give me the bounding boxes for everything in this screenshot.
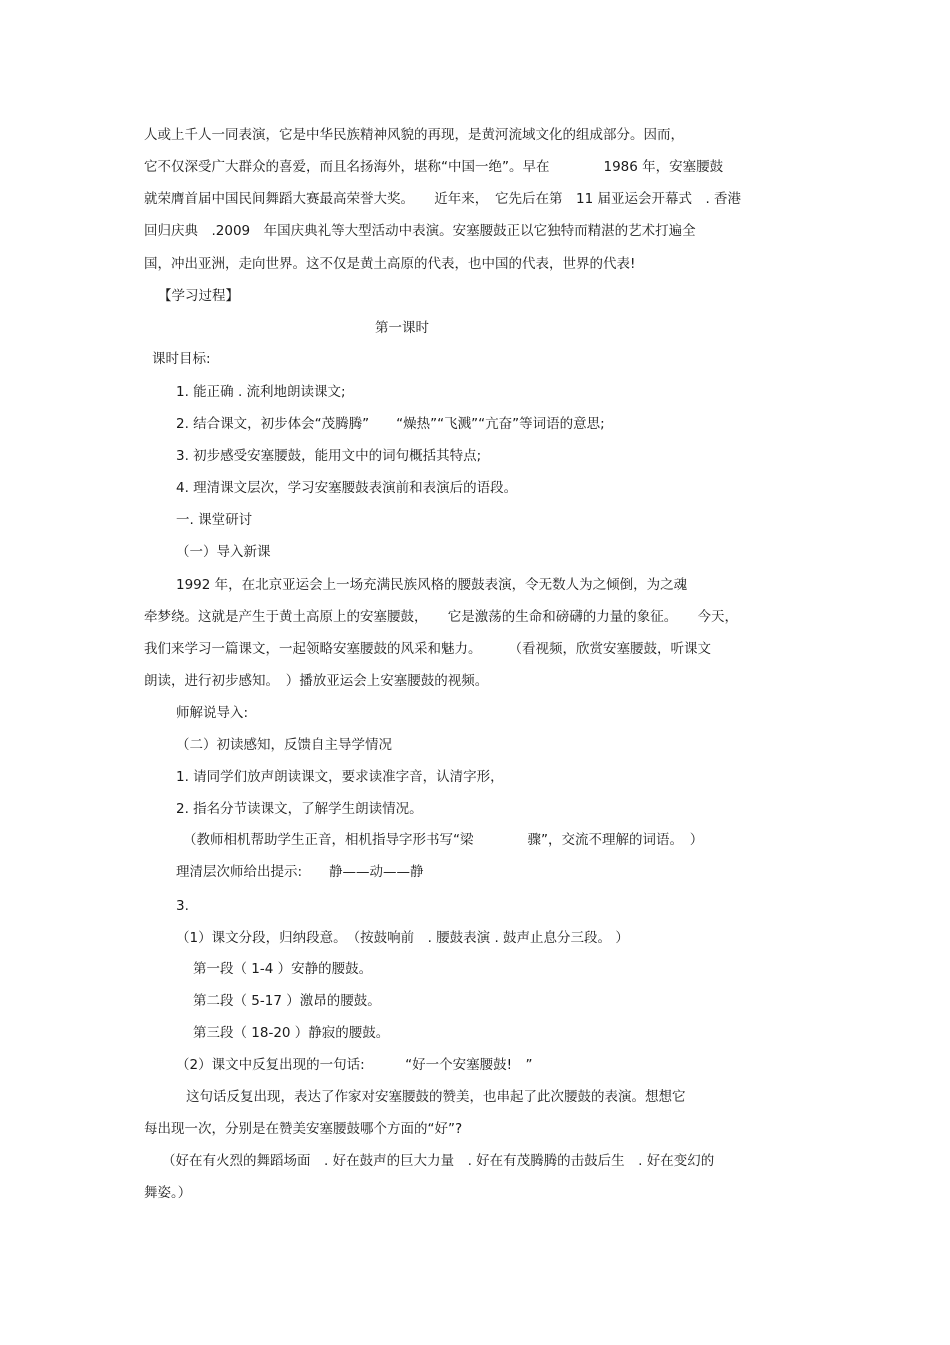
teacher-intro-label: 师解说导入: [176, 705, 249, 721]
goal-4: 4. 理清课文层次，学习安塞腰鼓表演前和表演后的语段。 [176, 480, 518, 496]
intro-para-line-1: 1992 年，在北京亚运会上一场充满民族风格的腰鼓表演，令无数人为之倾倒，为之魂 [176, 577, 688, 593]
intro-line-1: 人或上千人一同表演，它是中华民族精神风貌的再现，是黄河流域文化的组成部分。因而， [144, 127, 684, 143]
lesson-goals-heading: 课时目标: [152, 351, 211, 367]
task-2-repeated-sentence: （2）课文中反复出现的一句话: “好一个安塞腰鼓! ” [176, 1057, 533, 1073]
goal-2: 2. 结合课文，初步体会“茂腾腾” “燥热”“飞溅”“亢奋”等词语的意思; [176, 416, 605, 432]
teacher-note: （教师相机帮助学生正音，相机指导字形书写“梁 骤”，交流不理解的词语。 ） [183, 832, 704, 848]
reading-step-2: 2. 指名分节读课文，了解学生朗读情况。 [176, 801, 423, 817]
intro-line-2: 它不仅深受广大群众的喜爱，而且名扬海外，堪称“中国一绝”。早在 1986 年，安塞腰鼓 [144, 159, 724, 175]
goal-1: 1. 能正确 . 流利地朗读课文; [176, 384, 346, 400]
intro-para-line-2: 牵梦绕。这就是产生于黄土高原上的安塞腰鼓， 它是激荡的生命和磅礴的力量的象征。 今天， [144, 609, 738, 625]
subsection-heading-intro: （一）导入新课 [176, 544, 271, 560]
subsection-heading-first-reading: （二）初读感知，反馈自主导学情况 [176, 737, 392, 753]
section-heading-learning-process: 【学习过程】 [158, 288, 239, 304]
segment-2: 第二段（ 5-17 ）激昂的腰鼓。 [193, 993, 381, 1009]
intro-line-3: 就荣膺首届中国民间舞蹈大赛最高荣誉大奖。 近年来， 它先后在第 11 届亚运会开幕式 . 香港 [144, 191, 742, 207]
intro-para-line-4: 朗读，进行初步感知。 ）播放亚运会上安塞腰鼓的视频。 [144, 673, 489, 689]
answer-line-1: （好在有火烈的舞蹈场面 . 好在鼓声的巨大力量 . 好在有茂腾腾的击鼓后生 . 好在变幻的 [162, 1153, 715, 1169]
segment-1: 第一段（ 1-4 ）安静的腰鼓。 [193, 961, 373, 977]
intro-line-4: 回归庆典 .2009 年国庆典礼等大型活动中表演。安塞腰鼓正以它独特而精湛的艺术打遍全 [144, 223, 696, 239]
goal-3: 3. 初步感受安塞腰鼓，能用文中的词句概括其特点; [176, 448, 482, 464]
reading-step-3: 3. [176, 898, 189, 914]
explanation-line-2: 每出现一次，分别是在赞美安塞腰鼓哪个方面的“好”? [144, 1121, 463, 1137]
intro-line-5: 国，冲出亚洲，走向世界。这不仅是黄土高原的代表，也中国的代表，世界的代表! [144, 256, 636, 272]
segment-3: 第三段（ 18-20 ）静寂的腰鼓。 [193, 1025, 390, 1041]
reading-step-1: 1. 请同学们放声朗读课文，要求读准字音，认清字形， [176, 769, 504, 785]
intro-para-line-3: 我们来学习一篇课文，一起领略安塞腰鼓的风采和魅力。 （看视频，欣赏安塞腰鼓，听课文 [144, 641, 711, 657]
structure-hint: 理清层次师给出提示: 静——动——静 [176, 864, 424, 880]
task-1-segmentation: （1）课文分段，归纳段意。 （按鼓响前 . 腰鼓表演 . 鼓声止息分三段。 ） [176, 930, 629, 946]
section-heading-classroom: 一. 课堂研讨 [176, 512, 253, 528]
answer-line-2: 舞姿。） [144, 1185, 192, 1201]
explanation-line-1: 这句话反复出现，表达了作家对安塞腰鼓的赞美，也串起了此次腰鼓的表演。想想它 [186, 1089, 686, 1105]
lesson-title: 第一课时 [375, 320, 429, 336]
